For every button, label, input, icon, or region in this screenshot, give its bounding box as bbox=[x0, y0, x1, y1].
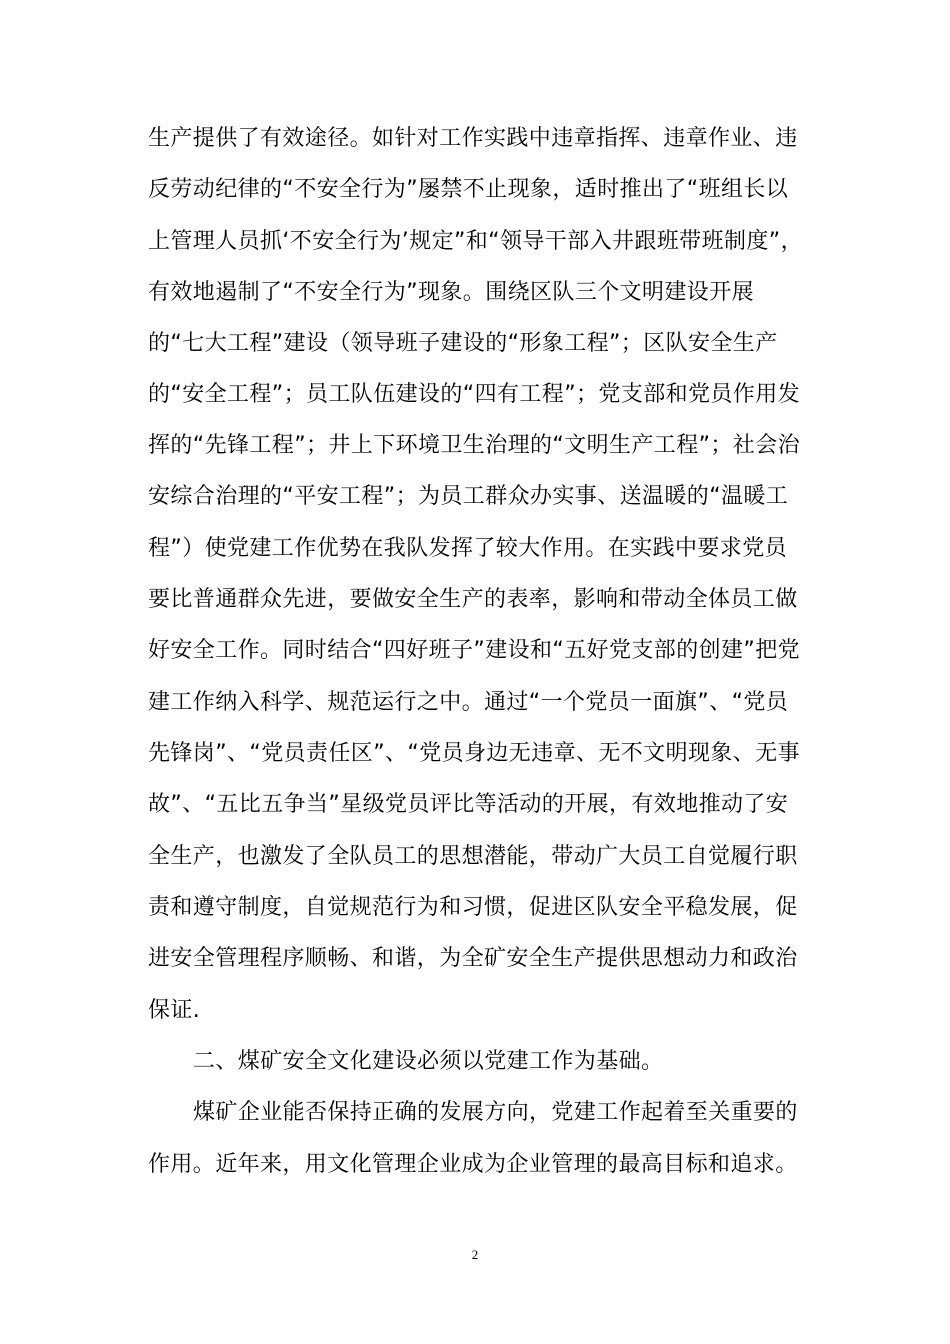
text-line: 保证. bbox=[148, 998, 201, 1023]
text-line: 上管理人员抓‘不安全行为’规定”和“领导干部入井跟班带班制度”， bbox=[148, 229, 803, 254]
text-line: 的“安全工程”；员工队伍建设的“四有工程”；党支部和党员作用发 bbox=[148, 382, 800, 407]
text-line: 全生产，也激发了全队员工的思想潜能，带动广大员工自觉履行职 bbox=[148, 844, 798, 869]
text-line: 进安全管理程序顺畅、和谐，为全矿安全生产提供思想动力和政治 bbox=[148, 946, 798, 971]
text-line: 有效地遏制了“不安全行为”现象。围绕区队三个文明建设开展 bbox=[148, 280, 754, 305]
page-number: 2 bbox=[471, 1247, 479, 1262]
text-line: 的“七大工程”建设（领导班子建设的“形象工程”；区队安全生产 bbox=[148, 331, 778, 356]
text-line: 要比普通群众先进，要做安全生产的表率，影响和带动全体员工做 bbox=[148, 587, 798, 612]
text-line: 程”）使党建工作优势在我队发挥了较大作用。在实践中要求党员 bbox=[148, 536, 787, 561]
text-line: 作用。近年来，用文化管理企业成为企业管理的最高目标和追求。 bbox=[148, 1152, 798, 1177]
text-line: 挥的“先锋工程”；井上下环境卫生治理的“文明生产工程”；社会治 bbox=[148, 433, 800, 458]
text-line: 反劳动纪律的“不安全行为”屡禁不止现象，适时推出了“班组长以 bbox=[148, 177, 789, 202]
text-line: 好安全工作。同时结合“四好班子”建设和“五好党支部的创建”把党 bbox=[148, 638, 800, 663]
text-line: 安综合治理的“平安工程”；为员工群众办实事、送温暖的“温暖工 bbox=[148, 484, 789, 509]
text-line: 煤矿企业能否保持正确的发展方向，党建工作起着至关重要的 bbox=[193, 1100, 798, 1125]
text-line: 先锋岗”、“党员责任区”、“党员身边无违章、无不文明现象、无事 bbox=[148, 741, 800, 766]
text-line: 生产提供了有效途径。如针对工作实践中违章指挥、违章作业、违 bbox=[148, 126, 798, 151]
text-line: 责和遵守制度，自觉规范行为和习惯，促进区队安全平稳发展，促 bbox=[148, 895, 798, 920]
text-line: 故”、“五比五争当”星级党员评比等活动的开展，有效地推动了安 bbox=[148, 792, 789, 817]
text-line: 建工作纳入科学、规范运行之中。通过“一个党员一面旗”、“党员 bbox=[148, 690, 789, 715]
section-heading: 二、煤矿安全文化建设必须以党建工作为基础。 bbox=[193, 1049, 664, 1074]
